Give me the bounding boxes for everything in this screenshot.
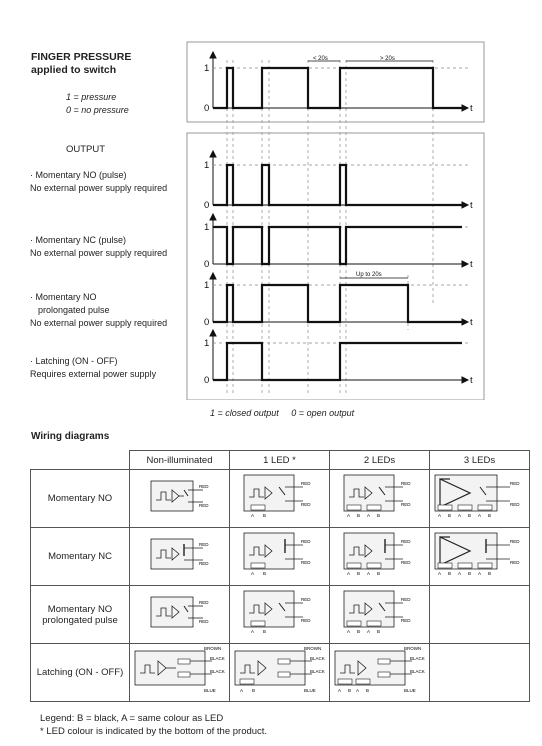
wire-label: BLACK xyxy=(209,669,225,674)
pin-label: A xyxy=(250,571,254,576)
diagram-latching-3-leds-empty xyxy=(430,644,530,702)
pin-label: B xyxy=(487,513,491,518)
wire-label: RED xyxy=(509,539,520,544)
pin-label: A xyxy=(477,513,481,518)
level-one-label: 1 xyxy=(204,338,210,349)
wiring-diagram xyxy=(241,471,319,521)
wire-label: BLACK xyxy=(209,656,225,661)
output-title: OUTPUT xyxy=(66,144,106,155)
pin-label: B xyxy=(376,571,380,576)
pin-label: B xyxy=(262,513,266,518)
wire-label: RED xyxy=(400,539,411,544)
pin-label: B xyxy=(447,571,451,576)
legend-line-2: * LED colour is indicated by the bottom of the product. xyxy=(40,726,268,737)
wire-label: RED xyxy=(400,560,411,565)
pin-label: B xyxy=(467,513,471,518)
level-zero-label: 0 xyxy=(204,200,210,211)
row-label-latching: Latching (ON - OFF) xyxy=(31,644,130,702)
pin-label: A xyxy=(337,688,341,693)
diagram-prolongated-3-leds-empty xyxy=(430,586,530,644)
row-label-momentary-no-prolongated: Momentary NO prolongated pulse xyxy=(31,586,130,644)
wiring-diagram xyxy=(232,645,328,695)
diagram-nc-1-led xyxy=(230,528,330,586)
wire-label: RED xyxy=(509,502,520,507)
wire-label: RED xyxy=(300,502,311,507)
pin-label: A xyxy=(457,571,461,576)
corner-cell xyxy=(31,451,130,470)
pin-label: B xyxy=(467,571,471,576)
pin-label: B xyxy=(447,513,451,518)
pin-label: A xyxy=(366,571,370,576)
axis-arrow-icon xyxy=(462,377,468,383)
axis-arrow-icon xyxy=(210,151,216,157)
wiring-diagram xyxy=(341,529,419,579)
prolongated-waveform xyxy=(213,285,462,322)
wiring-diagram xyxy=(148,476,212,516)
duration-labels xyxy=(313,56,395,278)
time-label: t xyxy=(470,200,473,211)
pin-label: A xyxy=(239,688,243,693)
pin-label: B xyxy=(356,629,360,634)
wire-label: BLACK xyxy=(409,656,425,661)
latching-waveform xyxy=(213,343,462,380)
wiring-diagram xyxy=(432,529,528,579)
wire-label: BLUE xyxy=(303,688,316,693)
nc-pulse-waveform xyxy=(213,227,462,264)
level-zero-label: 0 xyxy=(204,259,210,270)
wire-label: RED xyxy=(198,561,209,566)
diagram-no-non-illuminated xyxy=(130,470,230,528)
pin-label: B xyxy=(487,571,491,576)
diagram-nc-2-leds xyxy=(330,528,430,586)
pin-label: B xyxy=(262,629,266,634)
level-zero-label: 0 xyxy=(204,317,210,328)
wiring-diagram xyxy=(148,534,212,574)
pin-label: A xyxy=(346,571,350,576)
wire-label: RED xyxy=(509,481,520,486)
axis-arrow-icon xyxy=(210,52,216,58)
diagram-nc-3-leds xyxy=(430,528,530,586)
output-row-line: prolongated pulse xyxy=(38,305,110,315)
row-label-momentary-no: Momentary NO xyxy=(31,470,130,528)
wire-label: BLACK xyxy=(409,669,425,674)
wire-label: RED xyxy=(198,503,209,508)
waveforms xyxy=(213,68,462,380)
axis-arrow-icon xyxy=(462,261,468,267)
wiring-diagram xyxy=(341,471,419,521)
axis-arrow-icon xyxy=(210,214,216,220)
wire-label: RED xyxy=(300,481,311,486)
legend-line-1: Legend: B = black, A = same colour as LED xyxy=(40,713,224,724)
output-row-line: · Momentary NO (pulse) xyxy=(30,170,127,180)
gt20-label: > 20s xyxy=(380,56,395,62)
diagram-prolongated-1-led xyxy=(230,586,330,644)
time-label: t xyxy=(470,317,473,328)
pin-label: A xyxy=(250,629,254,634)
pin-label: A xyxy=(437,571,441,576)
output-row-line: · Momentary NO xyxy=(30,292,97,302)
wire-label: RED xyxy=(198,619,209,624)
pin-label: B xyxy=(262,571,266,576)
wire-label: BROWN xyxy=(203,646,221,651)
col-header-3-leds: 3 LEDs xyxy=(430,451,530,470)
pin-label: A xyxy=(437,513,441,518)
output-footnote: 1 = closed output 0 = open output xyxy=(210,408,355,418)
wire-label: RED xyxy=(300,597,311,602)
finger-pressure-subtitle: applied to switch xyxy=(31,64,117,76)
pressure-waveform xyxy=(213,68,462,108)
axis-arrow-icon xyxy=(210,330,216,336)
wire-label: RED xyxy=(509,560,520,565)
time-label: t xyxy=(470,259,473,270)
wiring-diagram xyxy=(432,471,528,521)
pin-label: A xyxy=(346,513,350,518)
pin-label: B xyxy=(376,629,380,634)
level-one-label: 1 xyxy=(204,280,210,291)
output-row-line: No external power supply required xyxy=(30,248,168,258)
diagram-nc-non-illuminated xyxy=(130,528,230,586)
pin-label: B xyxy=(376,513,380,518)
output-row-line: No external power supply required xyxy=(30,183,168,193)
diagram-latching-non-illuminated xyxy=(130,644,230,702)
pin-label: A xyxy=(346,629,350,634)
axis-arrow-icon xyxy=(462,202,468,208)
pin-label: A xyxy=(457,513,461,518)
wire-label: RED xyxy=(400,618,411,623)
diagram-prolongated-2-leds xyxy=(330,586,430,644)
time-label: t xyxy=(470,103,473,114)
lt20-label: < 20s xyxy=(313,56,328,62)
axis-arrow-icon xyxy=(210,273,216,279)
pin-label: B xyxy=(356,513,360,518)
pin-label: A xyxy=(366,629,370,634)
wire-label: RED xyxy=(400,502,411,507)
col-header-non-illuminated: Non-illuminated xyxy=(130,451,230,470)
pressure-legend-1: 1 = pressure xyxy=(66,92,117,102)
level-zero-label: 0 xyxy=(204,103,210,114)
wiring-diagram xyxy=(148,592,212,632)
level-one-label: 1 xyxy=(204,222,210,233)
wire-label: BLACK xyxy=(309,669,325,674)
diagram-latching-2-leds xyxy=(330,644,430,702)
finger-pressure-title: FINGER PRESSURE xyxy=(31,51,132,63)
diagram-no-1-led xyxy=(230,470,330,528)
diagram-prolongated-non-illuminated xyxy=(130,586,230,644)
no-pulse-waveform xyxy=(213,165,462,205)
output-row-line: No external power supply required xyxy=(30,318,168,328)
wire-label: RED xyxy=(300,539,311,544)
wire-label: RED xyxy=(300,560,311,565)
wire-label: RED xyxy=(198,484,209,489)
wiring-diagram xyxy=(132,645,228,695)
pressure-legend-0: 0 = no pressure xyxy=(66,105,129,115)
level-one-label: 1 xyxy=(204,63,210,74)
output-row-line: Requires external power supply xyxy=(30,369,157,379)
wire-label: RED xyxy=(198,600,209,605)
time-label: t xyxy=(470,375,473,386)
wiring-diagram xyxy=(332,645,428,695)
axis-arrow-icon xyxy=(462,105,468,111)
wiring-title: Wiring diagrams xyxy=(31,431,110,442)
pin-label: A xyxy=(366,513,370,518)
pin-label: A xyxy=(250,513,254,518)
pin-label: B xyxy=(356,571,360,576)
diagram-latching-1-led xyxy=(230,644,330,702)
wire-label: BLUE xyxy=(403,688,416,693)
wire-label: BLUE xyxy=(203,688,216,693)
duration-annotations xyxy=(308,61,433,278)
pin-label: B xyxy=(365,688,369,693)
col-header-1-led: 1 LED * xyxy=(230,451,330,470)
pin-label: A xyxy=(355,688,359,693)
pressure-frame xyxy=(187,42,484,122)
pin-label: B xyxy=(251,688,255,693)
pin-label: B xyxy=(347,688,351,693)
wire-label: BLACK xyxy=(309,656,325,661)
wire-label: RED xyxy=(400,597,411,602)
level-zero-label: 0 xyxy=(204,375,210,386)
diagram-no-2-leds xyxy=(330,470,430,528)
output-row-line: · Momentary NC (pulse) xyxy=(30,235,127,245)
wire-label: RED xyxy=(300,618,311,623)
pin-label: A xyxy=(477,571,481,576)
wire-label: BROWN xyxy=(403,646,421,651)
wiring-diagram xyxy=(241,529,319,579)
wire-label: RED xyxy=(400,481,411,486)
col-header-2-leds: 2 LEDs xyxy=(330,451,430,470)
output-frame xyxy=(187,133,484,400)
wiring-diagram xyxy=(241,587,319,637)
wiring-diagram xyxy=(341,587,419,637)
upto20-label: Up to 20s xyxy=(356,272,382,278)
output-row-line: · Latching (ON - OFF) xyxy=(30,356,118,366)
level-one-label: 1 xyxy=(204,160,210,171)
wiring-table xyxy=(30,450,530,702)
diagram-no-3-leds xyxy=(430,470,530,528)
axis-arrow-icon xyxy=(462,319,468,325)
row-label-momentary-nc: Momentary NC xyxy=(31,528,130,586)
wire-label: BROWN xyxy=(303,646,321,651)
wire-label: RED xyxy=(198,542,209,547)
